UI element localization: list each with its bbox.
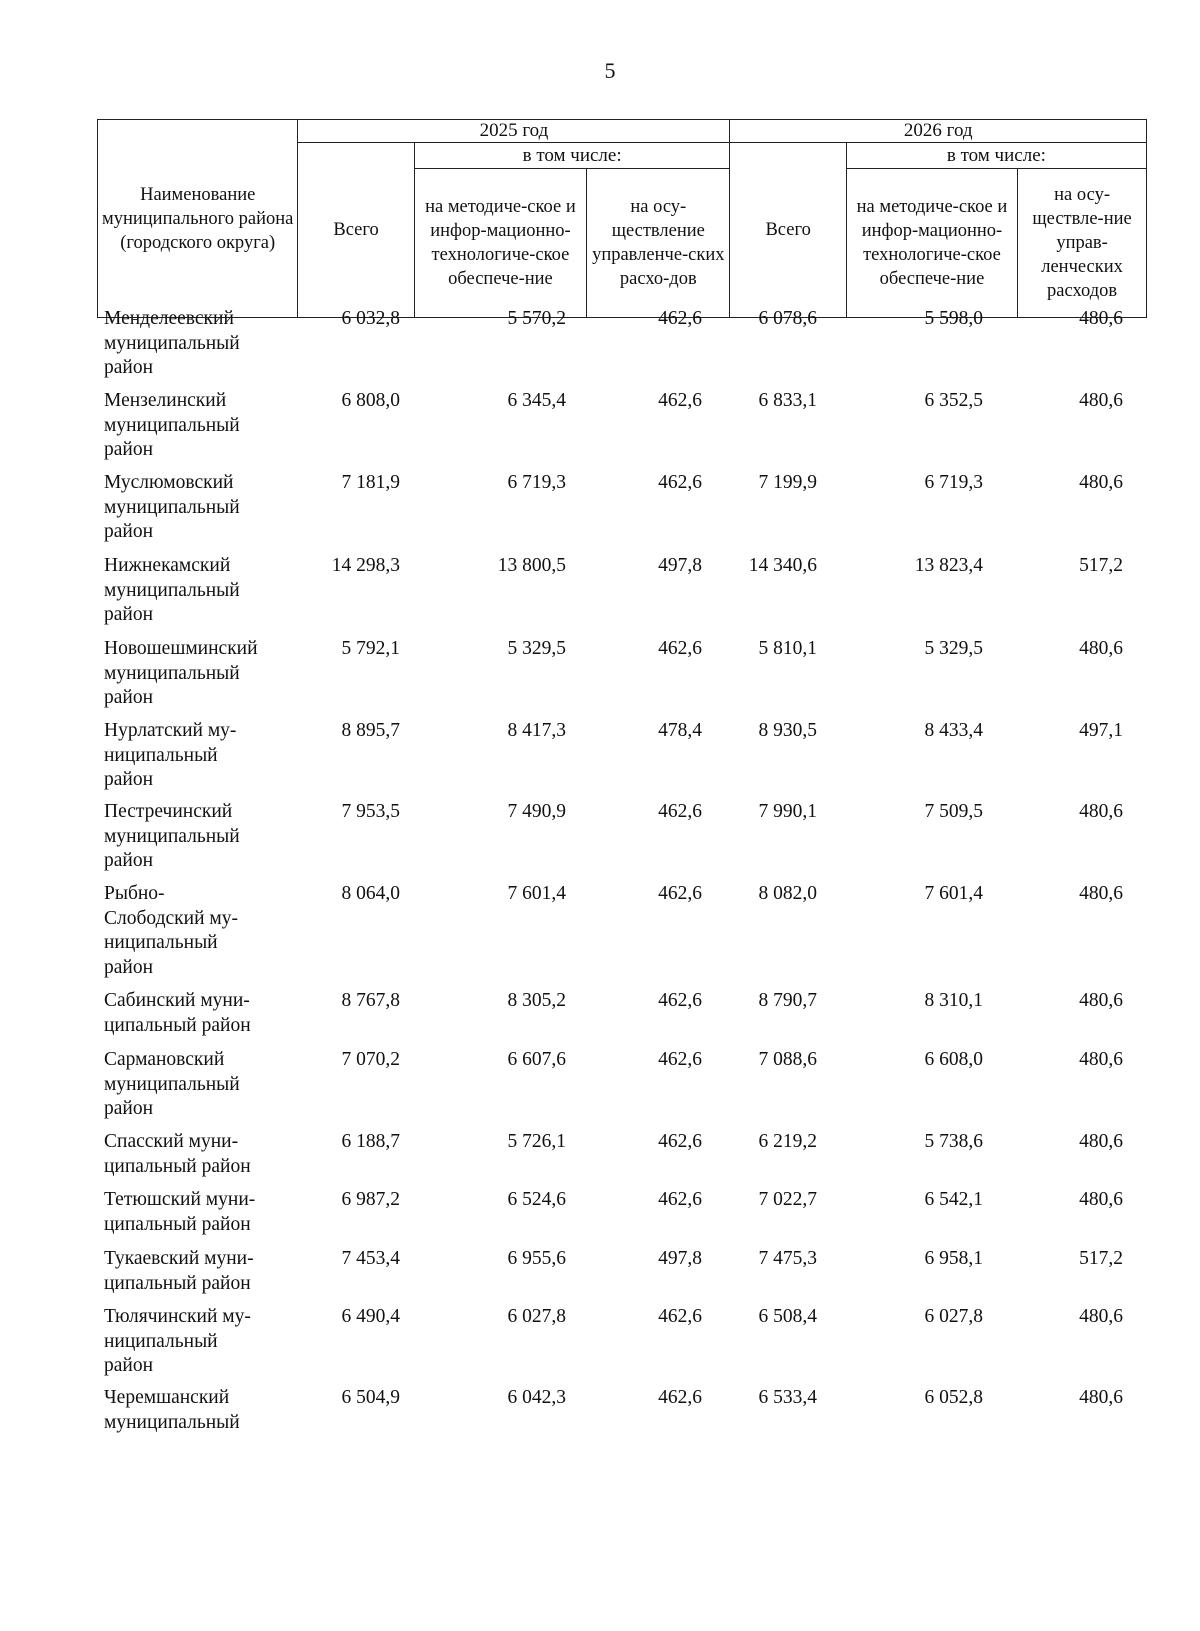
methodical-2025: 6 955,6 bbox=[507, 1248, 566, 1269]
admin-2025: 462,6 bbox=[658, 638, 702, 659]
total-2025: 8 767,8 bbox=[341, 990, 400, 1011]
header-admin-2025: на осу-ществление управленче-ских расхо-дов bbox=[587, 169, 730, 318]
total-2025: 7 953,5 bbox=[341, 801, 400, 822]
total-2026: 5 810,1 bbox=[758, 638, 817, 659]
methodical-2026: 6 958,1 bbox=[924, 1248, 983, 1269]
total-2026: 7 990,1 bbox=[758, 801, 817, 822]
admin-2026: 480,6 bbox=[1079, 883, 1123, 904]
district-name: Тюлячинский му- ниципальный район bbox=[104, 1306, 251, 1376]
district-name: Сабинский муни- ципальный район bbox=[104, 990, 251, 1036]
admin-2026: 480,6 bbox=[1079, 1306, 1123, 1327]
header-total-2025: Всего bbox=[298, 143, 414, 318]
methodical-2026: 6 027,8 bbox=[924, 1306, 983, 1327]
methodical-2025: 6 345,4 bbox=[507, 390, 566, 411]
admin-2025: 478,4 bbox=[658, 720, 702, 741]
methodical-2026: 13 823,4 bbox=[914, 555, 983, 576]
methodical-2026: 5 598,0 bbox=[924, 308, 983, 329]
total-2026: 8 930,5 bbox=[758, 720, 817, 741]
district-name: Муслюмовский муниципальный район bbox=[104, 472, 240, 542]
total-2026: 7 475,3 bbox=[758, 1248, 817, 1269]
admin-2025: 462,6 bbox=[658, 1387, 702, 1408]
methodical-2026: 5 329,5 bbox=[924, 638, 983, 659]
district-name: Тукаевский муни- ципальный район bbox=[104, 1248, 254, 1294]
total-2026: 7 022,7 bbox=[758, 1189, 817, 1210]
methodical-2025: 13 800,5 bbox=[497, 555, 566, 576]
district-name: Сармановский муниципальный район bbox=[104, 1049, 240, 1119]
admin-2025: 497,8 bbox=[658, 1248, 702, 1269]
methodical-2026: 6 719,3 bbox=[924, 472, 983, 493]
admin-2025: 462,6 bbox=[658, 1189, 702, 1210]
methodical-2025: 6 607,6 bbox=[507, 1049, 566, 1070]
admin-2026: 517,2 bbox=[1079, 555, 1123, 576]
total-2025: 6 808,0 bbox=[341, 390, 400, 411]
admin-2025: 462,6 bbox=[658, 1049, 702, 1070]
total-2026: 7 199,9 bbox=[758, 472, 817, 493]
admin-2025: 462,6 bbox=[658, 1131, 702, 1152]
methodical-2025: 5 726,1 bbox=[507, 1131, 566, 1152]
admin-2026: 480,6 bbox=[1079, 638, 1123, 659]
total-2025: 5 792,1 bbox=[341, 638, 400, 659]
methodical-2026: 6 052,8 bbox=[924, 1387, 983, 1408]
methodical-2026: 6 542,1 bbox=[924, 1189, 983, 1210]
district-name: Нурлатский му- ниципальный район bbox=[104, 720, 237, 790]
header-including-2026: в том числе: bbox=[846, 143, 1146, 169]
total-2026: 6 078,6 bbox=[758, 308, 817, 329]
methodical-2025: 5 570,2 bbox=[507, 308, 566, 329]
methodical-2026: 7 601,4 bbox=[924, 883, 983, 904]
header-methodical-2025: на методиче-ское и инфор-мационно-технологиче-ское обеспече-ние bbox=[414, 169, 586, 318]
methodical-2025: 7 601,4 bbox=[507, 883, 566, 904]
methodical-2025: 6 719,3 bbox=[507, 472, 566, 493]
methodical-2026: 6 352,5 bbox=[924, 390, 983, 411]
admin-2026: 480,6 bbox=[1079, 1189, 1123, 1210]
district-name: Нижнекамский муниципальный район bbox=[104, 555, 240, 625]
admin-2026: 480,6 bbox=[1079, 308, 1123, 329]
total-2025: 7 181,9 bbox=[341, 472, 400, 493]
header-methodical-2026: на методиче-ское и инфор-мационно-технологиче-ское обеспече-ние bbox=[846, 169, 1017, 318]
district-name: Спасский муни- ципальный район bbox=[104, 1131, 251, 1177]
district-name: Рыбно- Слободский му- ниципальный район bbox=[104, 883, 238, 978]
header-name-column: Наименование муниципального района (городского округа) bbox=[98, 120, 298, 318]
admin-2026: 480,6 bbox=[1079, 472, 1123, 493]
admin-2025: 462,6 bbox=[658, 308, 702, 329]
methodical-2026: 8 310,1 bbox=[924, 990, 983, 1011]
total-2025: 6 987,2 bbox=[341, 1189, 400, 1210]
header-including-2025: в том числе: bbox=[414, 143, 730, 169]
table-header bbox=[97, 119, 1147, 318]
total-2026: 6 219,2 bbox=[758, 1131, 817, 1152]
admin-2026: 480,6 bbox=[1079, 990, 1123, 1011]
admin-2026: 480,6 bbox=[1079, 390, 1123, 411]
methodical-2025: 5 329,5 bbox=[507, 638, 566, 659]
methodical-2025: 7 490,9 bbox=[507, 801, 566, 822]
methodical-2025: 6 027,8 bbox=[507, 1306, 566, 1327]
total-2026: 8 082,0 bbox=[758, 883, 817, 904]
admin-2026: 480,6 bbox=[1079, 1049, 1123, 1070]
total-2025: 14 298,3 bbox=[331, 555, 400, 576]
district-name: Черемшанский муниципальный bbox=[104, 1387, 240, 1433]
admin-2026: 480,6 bbox=[1079, 1131, 1123, 1152]
methodical-2026: 5 738,6 bbox=[924, 1131, 983, 1152]
methodical-2025: 6 042,3 bbox=[507, 1387, 566, 1408]
total-2026: 6 508,4 bbox=[758, 1306, 817, 1327]
header-year-2026: 2026 год bbox=[730, 120, 1147, 143]
total-2026: 6 833,1 bbox=[758, 390, 817, 411]
methodical-2026: 6 608,0 bbox=[924, 1049, 983, 1070]
total-2025: 6 188,7 bbox=[341, 1131, 400, 1152]
methodical-2026: 8 433,4 bbox=[924, 720, 983, 741]
total-2026: 14 340,6 bbox=[748, 555, 817, 576]
admin-2025: 462,6 bbox=[658, 990, 702, 1011]
district-name: Тетюшский муни- ципальный район bbox=[104, 1189, 256, 1235]
district-name: Менделеевский муниципальный район bbox=[104, 308, 240, 378]
admin-2025: 462,6 bbox=[658, 390, 702, 411]
total-2026: 8 790,7 bbox=[758, 990, 817, 1011]
methodical-2025: 8 417,3 bbox=[507, 720, 566, 741]
total-2025: 6 504,9 bbox=[341, 1387, 400, 1408]
total-2025: 8 895,7 bbox=[341, 720, 400, 741]
admin-2025: 497,8 bbox=[658, 555, 702, 576]
admin-2026: 497,1 bbox=[1079, 720, 1123, 741]
total-2025: 7 453,4 bbox=[341, 1248, 400, 1269]
admin-2026: 517,2 bbox=[1079, 1248, 1123, 1269]
admin-2026: 480,6 bbox=[1079, 1387, 1123, 1408]
admin-2026: 480,6 bbox=[1079, 801, 1123, 822]
total-2025: 8 064,0 bbox=[341, 883, 400, 904]
admin-2025: 462,6 bbox=[658, 472, 702, 493]
total-2026: 6 533,4 bbox=[758, 1387, 817, 1408]
total-2025: 7 070,2 bbox=[341, 1049, 400, 1070]
district-name: Мензелинский муниципальный район bbox=[104, 390, 240, 460]
total-2025: 6 490,4 bbox=[341, 1306, 400, 1327]
header-total-2026: Всего bbox=[730, 143, 846, 318]
admin-2025: 462,6 bbox=[658, 1306, 702, 1327]
header-admin-2026: на осу-ществле-ние управ-ленческих расходов bbox=[1018, 169, 1147, 318]
district-name: Пестречинский муниципальный район bbox=[104, 801, 240, 871]
page-number: 5 bbox=[604, 58, 616, 83]
admin-2025: 462,6 bbox=[658, 801, 702, 822]
methodical-2025: 8 305,2 bbox=[507, 990, 566, 1011]
methodical-2026: 7 509,5 bbox=[924, 801, 983, 822]
district-name: Новошешминский муниципальный район bbox=[104, 638, 258, 708]
methodical-2025: 6 524,6 bbox=[507, 1189, 566, 1210]
total-2025: 6 032,8 bbox=[341, 308, 400, 329]
total-2026: 7 088,6 bbox=[758, 1049, 817, 1070]
admin-2025: 462,6 bbox=[658, 883, 702, 904]
header-year-2025: 2025 год bbox=[298, 120, 730, 143]
